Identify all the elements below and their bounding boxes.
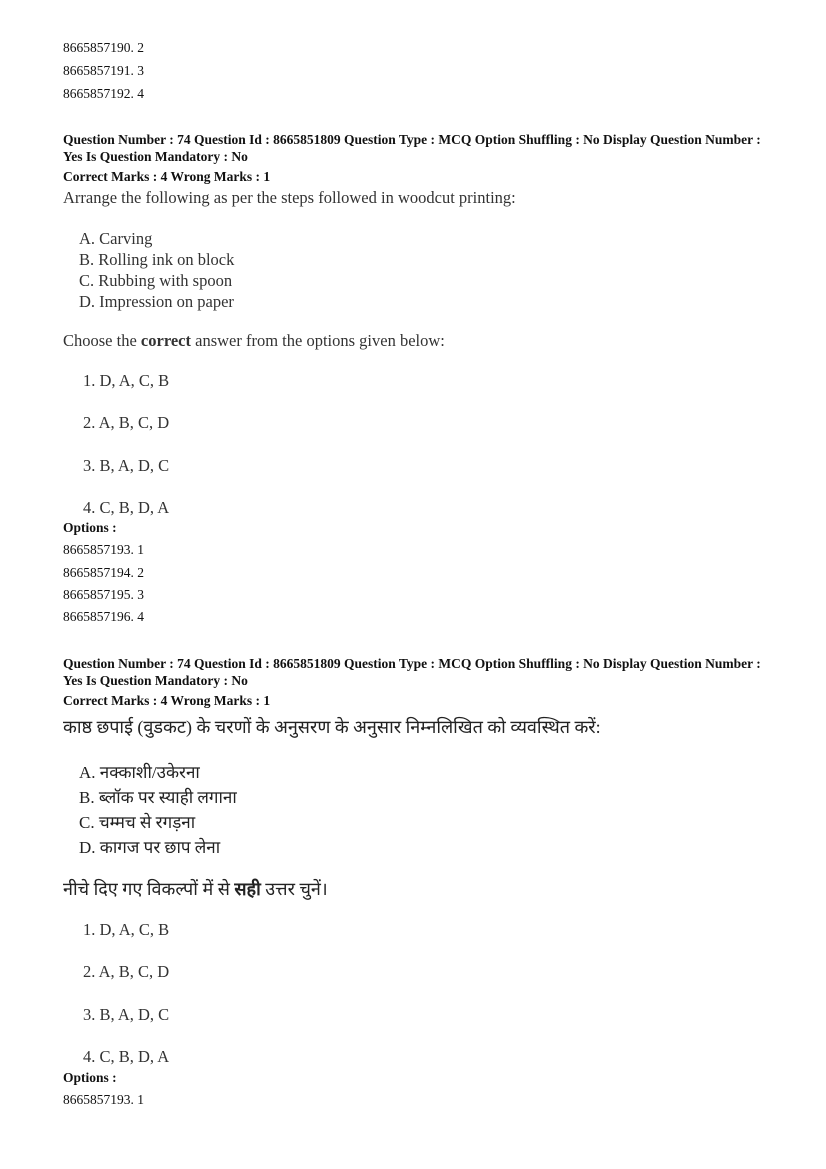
option-id-line: 8665857190. 2 (63, 40, 144, 55)
question-item: A. Carving (79, 229, 153, 248)
marks-line: Correct Marks : 4 Wrong Marks : 1 (63, 169, 271, 184)
question-item: B. Rolling ink on block (79, 250, 235, 269)
question-item: B. ब्लॉक पर स्याही लगाना (79, 788, 237, 807)
question-item: C. चम्मच से रगड़ना (79, 813, 196, 832)
question-header: Question Number : 74 Question Id : 8665851809 Question Type : MCQ Option Shuffling : No Display Question Number : Yes Is Question Mandatory : No (63, 656, 761, 688)
question-text: काष्ठ छपाई (वुडकट) के चरणों के अनुसरण के अनुसार निम्नलिखित को व्यवस्थित करें: (63, 717, 601, 737)
option-id-line: 8665857191. 3 (63, 63, 144, 78)
option-id-line: 8665857193. 1 (63, 1092, 144, 1107)
question-item: D. कागज पर छाप लेना (79, 838, 221, 857)
options-label: Options : (63, 1070, 117, 1085)
answer-choice: 3. B, A, D, C (83, 1005, 170, 1024)
question-item: A. नक्काशी/उकेरना (79, 763, 200, 782)
answer-choice: 3. B, A, D, C (83, 456, 170, 475)
answer-choice: 4. C, B, D, A (83, 498, 170, 517)
question-item: D. Impression on paper (79, 292, 234, 311)
question-item: C. Rubbing with spoon (79, 271, 233, 290)
instruction-text: नीचे दिए गए विकल्पों में से सही उत्तर चुनें। (63, 879, 328, 899)
question-header: Question Number : 74 Question Id : 8665851809 Question Type : MCQ Option Shuffling : No Display Question Number : Yes Is Question Mandatory : No (63, 132, 761, 164)
option-id-line: 8665857192. 4 (63, 86, 144, 101)
answer-choice: 1. D, A, C, B (83, 371, 170, 390)
answer-choice: 4. C, B, D, A (83, 1047, 170, 1066)
option-id-line: 8665857194. 2 (63, 565, 144, 580)
marks-line: Correct Marks : 4 Wrong Marks : 1 (63, 693, 271, 708)
question-text: Arrange the following as per the steps followed in woodcut printing: (63, 188, 516, 207)
option-id-line: 8665857193. 1 (63, 542, 144, 557)
option-id-line: 8665857196. 4 (63, 609, 144, 624)
instruction-text: Choose the correct answer from the options given below: (63, 331, 445, 350)
option-id-line: 8665857195. 3 (63, 587, 144, 602)
answer-choice: 2. A, B, C, D (83, 413, 170, 432)
options-label: Options : (63, 520, 117, 535)
answer-choice: 2. A, B, C, D (83, 962, 170, 981)
answer-choice: 1. D, A, C, B (83, 920, 170, 939)
